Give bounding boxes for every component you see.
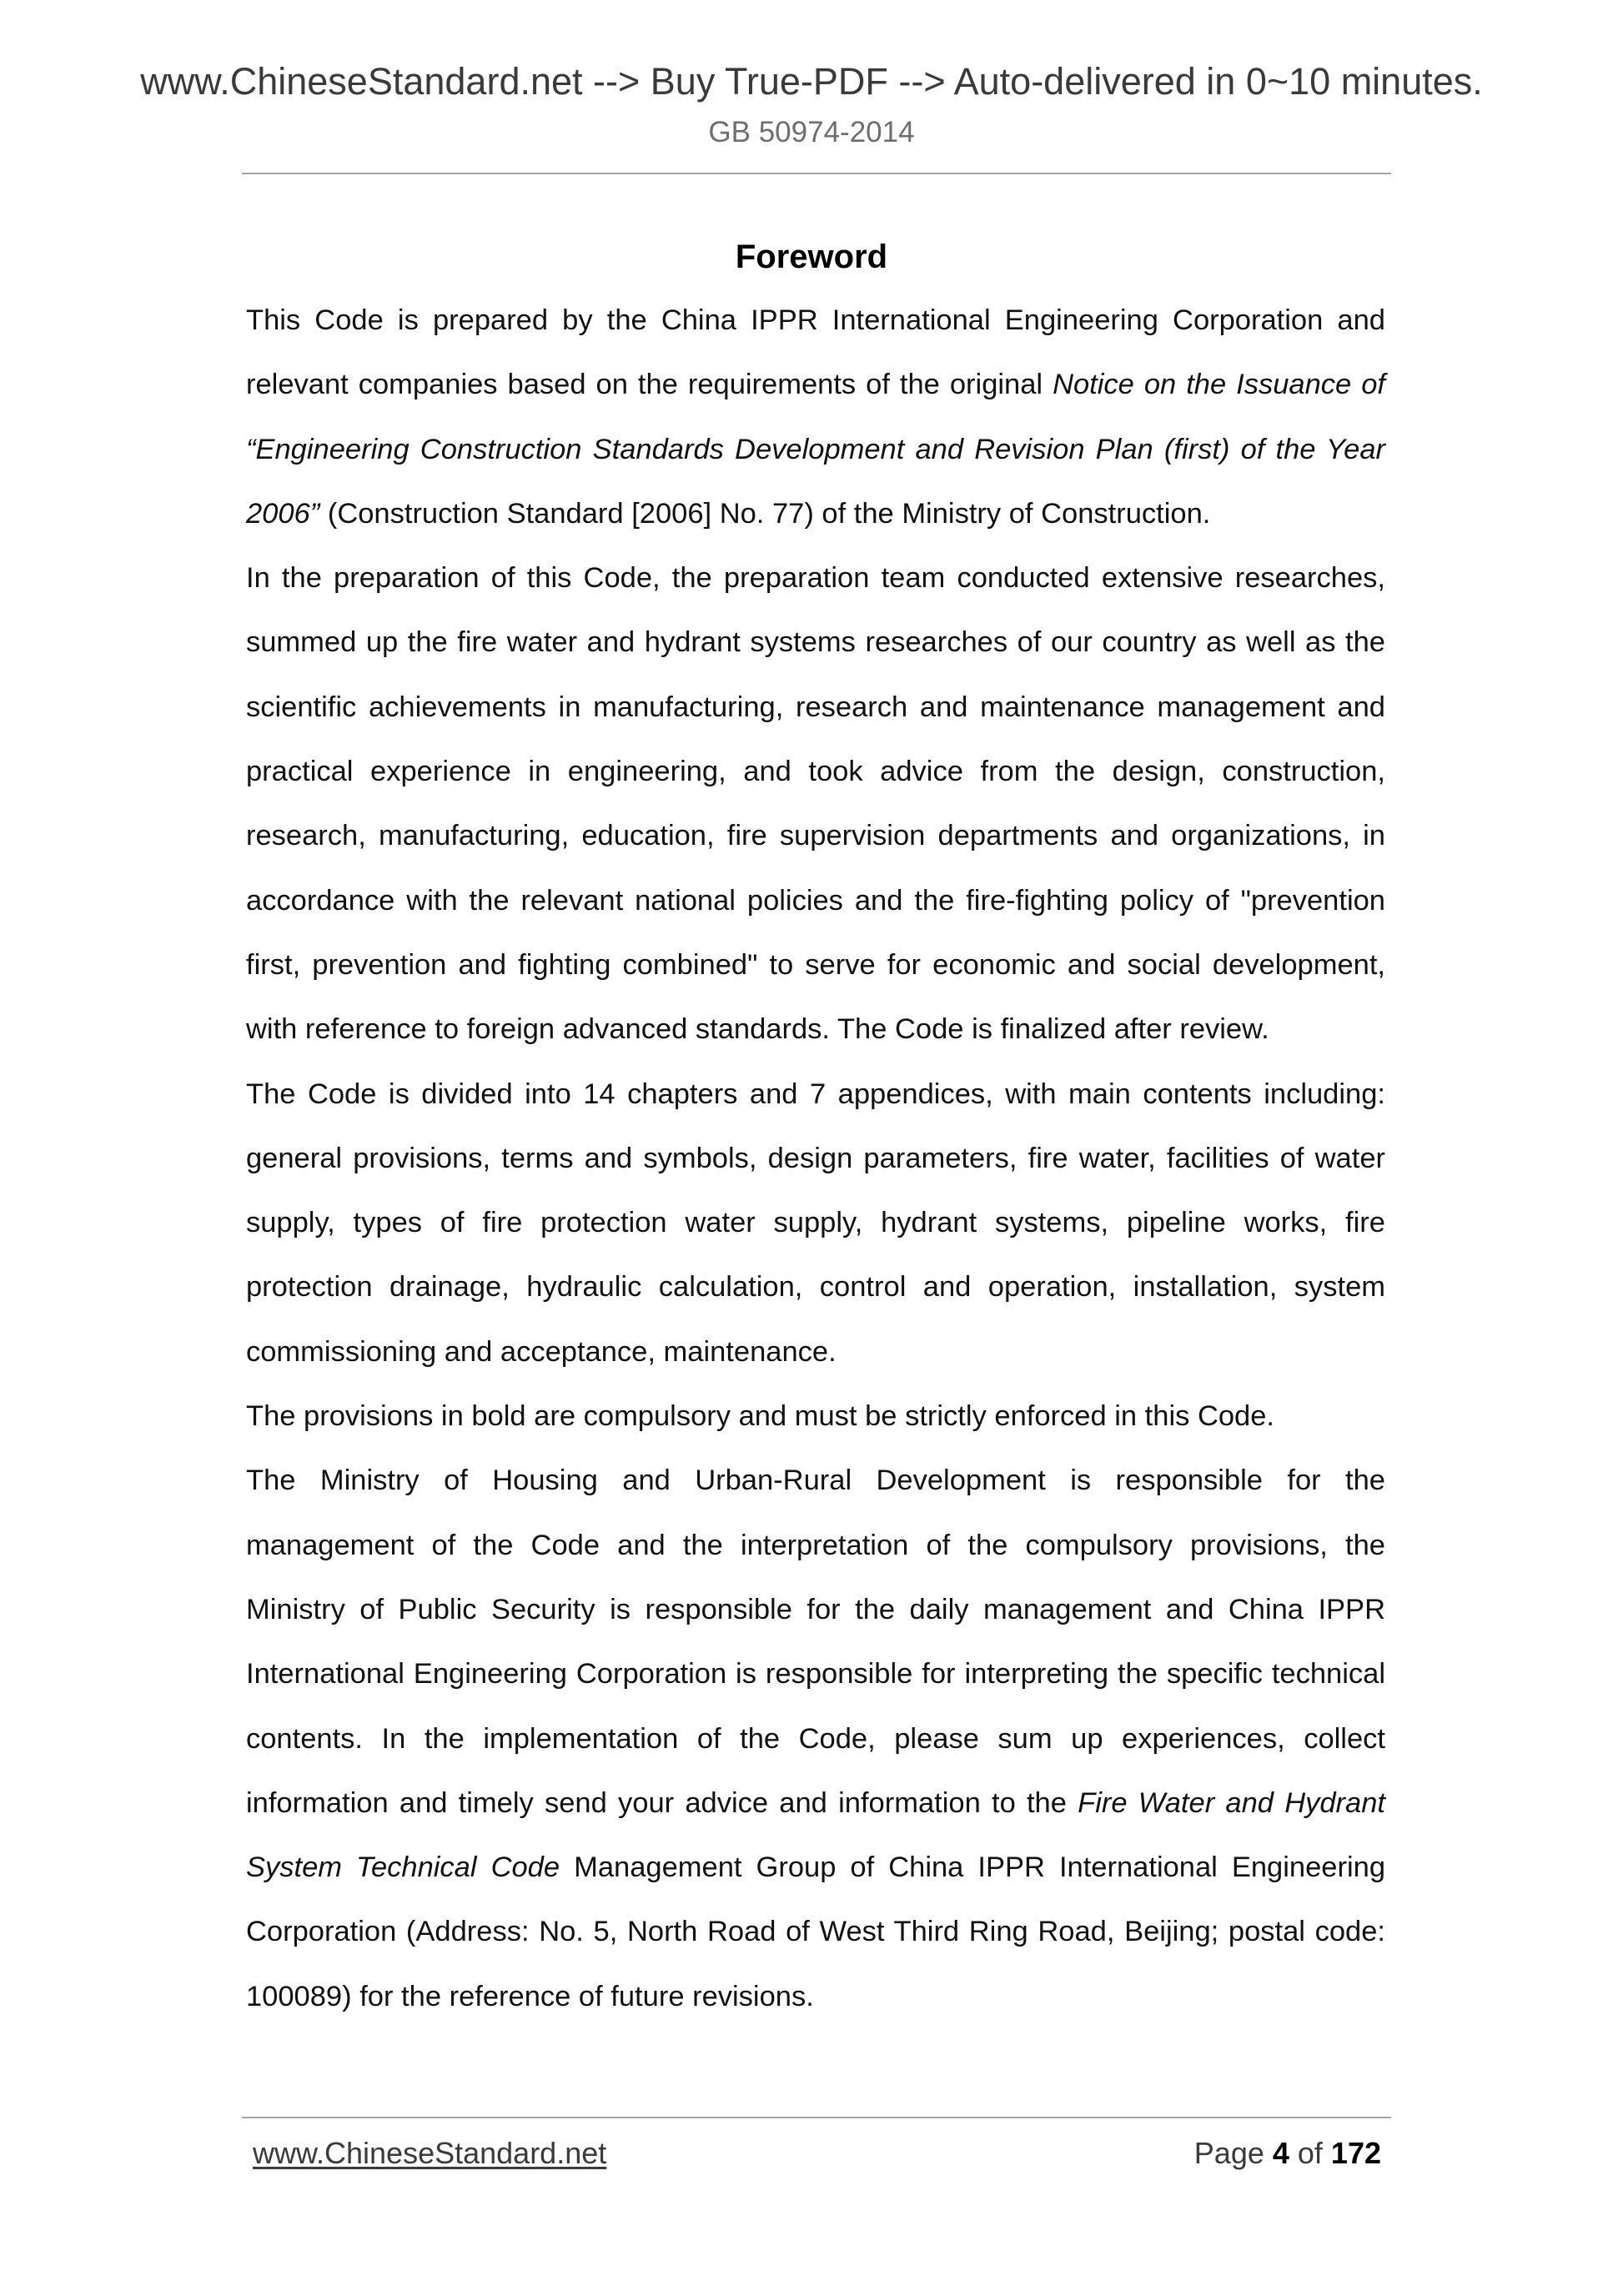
footer-website-link[interactable]: www.ChineseStandard.net: [253, 2136, 607, 2170]
page-total: 172: [1330, 2136, 1381, 2170]
footer-divider: [242, 2117, 1391, 2118]
paragraph-1-text-a: This Code is prepared by the China IPPR International Engineering Corporation and relevant companies based on the requirements of the original: [246, 304, 1385, 401]
page-of: of: [1289, 2136, 1331, 2170]
page-number: [1194, 2135, 1381, 2172]
paragraph-5-text-b: Management Group of China IPPR International Engineering Corporation (Address: No. 5, North Road of West Third Ring Road, Beijing; postal code: 100089) for the reference of future revisions.: [246, 1851, 1386, 2012]
paragraph-5-italic-title: Fire Water and Hydrant System Technical Code: [246, 1786, 1386, 1884]
paragraph-1: [246, 289, 1385, 546]
foreword-body: [246, 289, 1385, 2029]
paragraph-1-italic-title: Notice on the Issuance of “Engineering Construction Standards Development and Revision Plan (first) of the Year 2006”: [246, 369, 1385, 530]
page-prefix: Page: [1193, 2136, 1273, 2170]
standard-code: GB 50974-2014: [708, 116, 915, 148]
page-title: Foreword: [735, 239, 888, 275]
paragraph-1-text-b: (Construction Standard [2006] No. 77) of the Ministry of Construction.: [319, 497, 1211, 530]
paragraph-4: The provisions in bold are compulsory and must be strictly enforced in this Code.: [246, 1400, 1275, 1433]
paragraph-5-text-a: The Ministry of Housing and Urban-Rural Development is responsible for the management of the Code and the interpretation of the compulsory provisions, the Ministry of Public Security is responsible for the daily management and China IPPR International Engineering Corporation is responsible for interpreting the specific technical contents. In the implementation of the Code, please sum up experiences, collect information and timely send your advice and information to the: [246, 1465, 1385, 1819]
paragraph-5: [246, 1449, 1385, 2029]
page-current: 4: [1272, 2136, 1289, 2170]
paragraph-2: In the preparation of this Code, the preparation team conducted extensive researches, summed up the fire water and hydrant systems researches of our country as well as the scientific achievements in manufacturing, research and maintenance management and practical experience in engineering, and took advice from the design, construction, research, manufacturing, education, fire supervision departments and organizations, in accordance with the relevant national policies and the fire-fighting policy of "prevention first, prevention and fighting combined" to serve for economic and social development, with reference to foreign advanced standards. The Code is finalized after review.: [246, 562, 1385, 1046]
paragraph-3: The Code is divided into 14 chapters and 7 appendices, with main contents including: general provisions, terms and symbols, design parameters, fire water, facilities of water supply, types of fire protection water supply, hydrant systems, pipeline works, fire protection drainage, hydraulic calculation, control and operation, installation, system commissioning and acceptance, maintenance.: [246, 1078, 1385, 1368]
header-divider: [242, 173, 1391, 174]
header-banner: www.ChineseStandard.net --> Buy True-PDF --> Auto-delivered in 0~10 minutes.: [140, 60, 1483, 103]
